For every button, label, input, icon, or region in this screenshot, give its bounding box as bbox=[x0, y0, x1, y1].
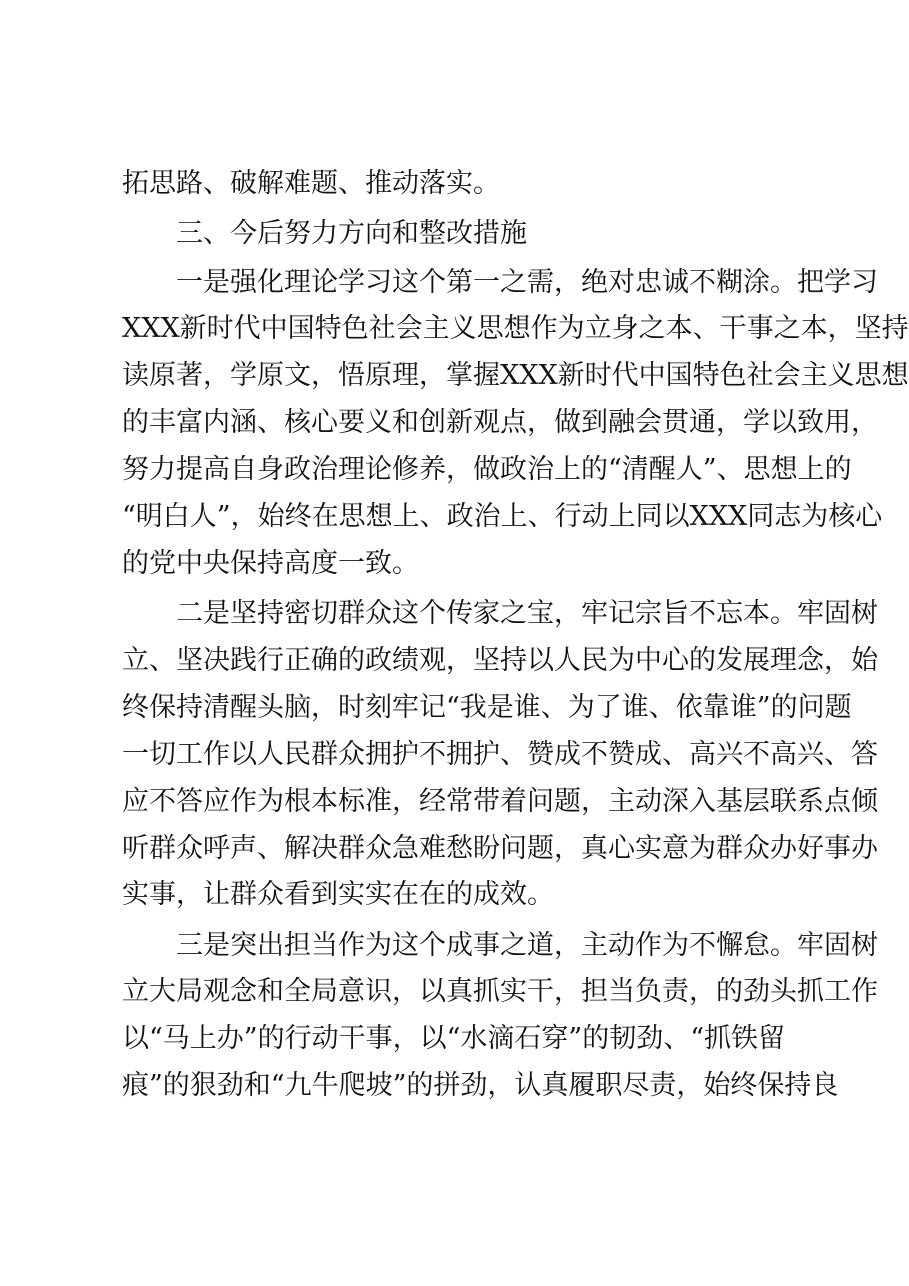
text-line-6: 的丰富内涵、核心要义和创新观点，做到融会贯通，学以致用， bbox=[122, 407, 878, 438]
text-line-12: 终保持清醒头脑，时刻牢记“我是谁、为了谁、依靠谁”的问题 bbox=[122, 692, 852, 723]
text-line-14: 应不答应作为根本标准，经常带着问题，主动深入基层联系点倾 bbox=[122, 786, 878, 817]
text-line-13: 一切工作以人民群众拥护不拥护、赞成不赞成、高兴不高兴、答 bbox=[122, 739, 878, 770]
text-line-10: 二是坚持密切群众这个传家之宝，牢记宗旨不忘本。牢固树 bbox=[122, 598, 878, 629]
text-line-16: 实事，让群众看到实实在在的成效。 bbox=[122, 879, 554, 910]
text-line-11: 立、坚决践行正确的政绩观，坚持以人民为中心的发展理念，始 bbox=[122, 645, 878, 676]
text-line-17: 三是突出担当作为这个成事之道，主动作为不懈怠。牢固树 bbox=[122, 930, 878, 961]
text-line-15: 听群众呼声、解决群众急难愁盼问题，真心实意为群众办好事办 bbox=[122, 833, 878, 864]
text-line-4: XXX新时代中国特色社会主义思想作为立身之本、干事之本，坚持 bbox=[122, 313, 909, 344]
text-line-18: 立大局观念和全局意识，以真抓实干，担当负责，的劲头抓工作 bbox=[122, 976, 878, 1007]
text-line-8: “明白人”，始终在思想上、政治上、行动上同以XXX同志为核心 bbox=[122, 501, 883, 532]
text-line-3: 一是强化理论学习这个第一之需，绝对忠诚不糊涂。把学习 bbox=[122, 267, 878, 298]
text-line-19: 以“马上办”的行动干事，以“水滴石穿”的韧劲、“抓铁留 bbox=[122, 1023, 786, 1054]
text-line-5: 读原著，学原文，悟原理，掌握XXX新时代中国特色社会主义思想 bbox=[122, 360, 909, 391]
text-line-20: 痕”的狠劲和“九牛爬坡”的拼劲，认真履职尽责，始终保持良 bbox=[122, 1070, 839, 1101]
section-heading: 三、今后努力方向和整改措施 bbox=[122, 218, 527, 249]
text-line-7: 努力提高自身政治理论修养，做政治上的“清醒人”、思想上的 bbox=[122, 454, 852, 485]
text-line-9: 的党中央保持高度一致。 bbox=[122, 548, 419, 579]
text-line-1: 拓思路、破解难题、推动落实。 bbox=[122, 168, 500, 199]
